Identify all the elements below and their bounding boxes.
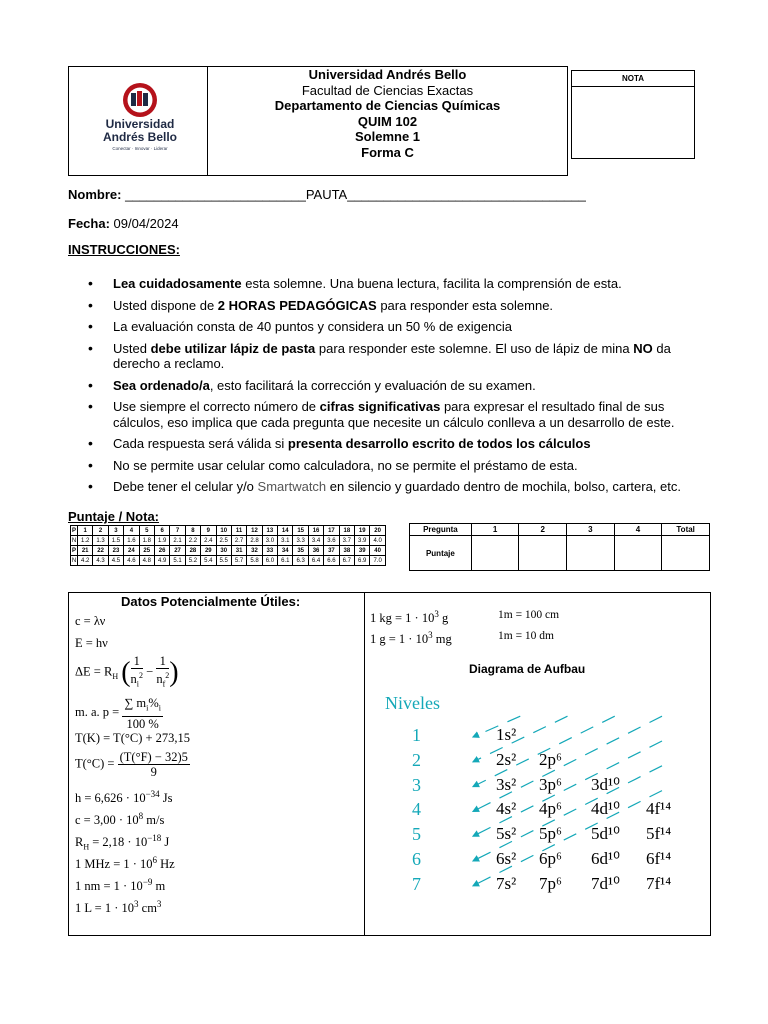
grade-cell: P [71, 527, 76, 534]
orbital-label: 5s² [496, 824, 517, 844]
orbital-label: 3s² [496, 774, 517, 794]
grade-cell: 2.1 [170, 536, 185, 546]
aufbau-arrow [473, 716, 568, 762]
grade-cell: 6.4 [308, 556, 323, 566]
orbital-label: 3d¹⁰ [591, 774, 620, 794]
formula-rydberg: $\Delta E = R_H$ ( $\frac{1}{n_i^2}$ − $\frac{1}{n_f^2}$ ) [75, 654, 179, 689]
grade-cell: 32 [247, 546, 262, 556]
grade-cell: 4.5 [108, 556, 123, 566]
grade-cell: 27 [170, 546, 185, 556]
grade-cell: 3.7 [339, 536, 354, 546]
aufbau-arrow [473, 791, 662, 886]
grade-cell: 4 [124, 526, 139, 536]
grade-cell: 5.8 [247, 556, 262, 566]
constant-h: $h = 6,626 \cdot 10^{-34}$ Js [75, 789, 173, 806]
grade-cell: 2.7 [231, 536, 246, 546]
orbital-label: 7f¹⁴ [646, 873, 672, 893]
grade-cell: 12 [247, 526, 262, 536]
grade-cell: 4.3 [93, 556, 108, 566]
instructions-title: INSTRUCCIONES: [68, 242, 180, 257]
orbital-label: 6f¹⁴ [646, 849, 672, 868]
orbital-label: 7d¹⁰ [591, 873, 620, 893]
exam-name: Solemne 1 [354, 129, 421, 144]
grade-cell: 4.2 [78, 556, 93, 566]
score-input-cell[interactable] [614, 536, 662, 571]
orbital-label: 4d¹⁰ [591, 799, 620, 819]
university-name: Universidad Andrés Bello [308, 67, 467, 82]
grade-cell: 3.6 [324, 536, 339, 546]
fecha-line [68, 216, 179, 231]
grade-cell: 8 [185, 526, 200, 536]
grade-cell: 2 [93, 526, 108, 536]
orbital-label: 4s² [496, 799, 517, 819]
aufbau-title: Diagrama de Aufbau [469, 662, 586, 676]
logo-line2: Andrés Bello [102, 130, 178, 144]
grade-cell: 5.5 [216, 556, 231, 566]
grade-cell: 3.9 [355, 536, 370, 546]
grade-cell: N [71, 537, 77, 544]
aufbau-arrow [473, 741, 662, 836]
score-input-cell[interactable] [662, 536, 710, 571]
grade-cell: 35 [293, 546, 308, 556]
grade-cell: 5.2 [185, 556, 200, 566]
score-header-cell: 4 [614, 524, 662, 536]
grade-cell: 6.0 [262, 556, 277, 566]
logo-tagline: Conectar · Innovar · Liderar [112, 146, 168, 151]
grade-cell: 31 [231, 546, 246, 556]
orbital-label: 2p⁶ [539, 749, 562, 769]
grade-cell: 2.8 [247, 536, 262, 546]
conversion-mhz: 1 MHz = $1 \cdot 10^6$ Hz [75, 855, 175, 872]
grade-cell: 6 [154, 526, 169, 536]
formula-kelvin: T(K) = T(°C) + 273,15 [75, 731, 191, 745]
score-header-cell: 3 [567, 524, 615, 536]
grade-cell: 4.0 [370, 536, 385, 546]
grade-cell: 19 [355, 526, 370, 536]
score-header-cell: 1 [471, 524, 519, 536]
formula-c: c = λν [75, 614, 106, 628]
grade-cell: 34 [278, 546, 293, 556]
grade-cell: 16 [308, 526, 323, 536]
grade-cell: 26 [154, 546, 169, 556]
nota-box[interactable] [571, 70, 695, 159]
grade-cell: 25 [139, 546, 154, 556]
grade-cell: 30 [216, 546, 231, 556]
score-row-label: Puntaje [410, 536, 472, 571]
aufbau-arrow [473, 766, 662, 861]
conversion-l: 1 $L = 1 \cdot 10^3$ $cm^3$ [75, 899, 162, 916]
formula-celsius: T(°C) = $\frac{(T(^\circ F) - 32)5}{9}$ [75, 750, 188, 779]
university-logo [69, 67, 207, 175]
grade-cell: 28 [185, 546, 200, 556]
exam-form: Forma C [361, 144, 414, 160]
score-table [409, 523, 710, 571]
grade-cell: 14 [278, 526, 293, 536]
level-number: 6 [412, 849, 421, 869]
orbital-label: 3p⁶ [539, 774, 562, 794]
instruction-item: • Lea cuidadosamente esta solemne. Una buena lectura, facilita la comprensión de esta. [88, 276, 713, 292]
grade-cell: 2.2 [185, 536, 200, 546]
grade-cell: 3.0 [262, 536, 277, 546]
orbital-label: 5f¹⁴ [646, 824, 672, 844]
score-input-cell[interactable] [519, 536, 567, 571]
orbital-label: 7s² [496, 873, 517, 893]
fecha-value: 09/04/2024 [109, 216, 179, 231]
grade-cell: 20 [370, 526, 385, 536]
aufbau-arrow [473, 716, 520, 737]
orbital-label: 5p⁶ [539, 824, 562, 844]
instruction-item: • Cada respuesta será válida si presenta desarrollo escrito de todos los cálculos [88, 436, 713, 452]
grade-cell: 17 [324, 526, 339, 536]
faculty-name: Facultad de Ciencias Exactas [301, 82, 474, 98]
grade-cell: 4.8 [139, 556, 154, 566]
grade-cell: 40 [370, 546, 385, 556]
grade-cell: 18 [339, 526, 354, 536]
orbital-label: 1s² [496, 725, 517, 744]
grade-cell: 5.1 [170, 556, 185, 566]
grade-cell: 1.5 [108, 536, 123, 546]
score-header-cell: 2 [519, 524, 567, 536]
grade-cell: 1.2 [78, 536, 93, 546]
grade-cell: 2.4 [201, 536, 216, 546]
grade-cell: 22 [93, 546, 108, 556]
nombre-value: _________________________PAUTA_________________________________ [121, 187, 586, 202]
grade-cell: 23 [108, 546, 123, 556]
constant-rh: $R_H = 2,18 \cdot 10^{-18}$ J [75, 833, 170, 852]
orbital-label: 4p⁶ [539, 799, 562, 819]
grade-cell: 2.5 [216, 536, 231, 546]
instruction-item: • Debe tener el celular y/o Smartwatch en silencio y guardado dentro de mochila, bolso, cartera, etc. [88, 479, 713, 495]
grade-cell: 4.6 [124, 556, 139, 566]
instruction-item: • Usted debe utilizar lápiz de pasta para responder este solemne. El uso de lápiz de mina NO da derecho a reclamo. [88, 341, 713, 372]
grade-cell: 6.9 [355, 556, 370, 566]
grade-cell: 10 [216, 526, 231, 536]
level-number: 3 [412, 774, 421, 795]
grade-conversion-table [70, 525, 386, 566]
fecha-label: Fecha: [68, 216, 110, 231]
conversion-kg: 1 kg = $1 \cdot 10^3$ g [370, 609, 449, 626]
instructions-list [88, 276, 713, 495]
grade-cell: 7 [170, 526, 185, 536]
grade-cell: 29 [201, 546, 216, 556]
department-name: Departamento de Ciencias Químicas [274, 98, 501, 113]
grade-cell: 33 [262, 546, 277, 556]
grade-cell: 3 [108, 526, 123, 536]
conversion-g: 1 $g = 1 \cdot 10^3$ mg [370, 630, 452, 647]
data-divider [364, 593, 365, 935]
formula-e: E = hν [75, 636, 108, 650]
grade-cell: 4.9 [154, 556, 169, 566]
grade-cell: 9 [201, 526, 216, 536]
instruction-item: • Usted dispone de 2 HORAS PEDAGÓGICAS para responder esta solemne. [88, 298, 713, 314]
grade-cell: P [71, 547, 76, 554]
logo-line1: Universidad [105, 117, 175, 131]
grade-cell: 5.4 [201, 556, 216, 566]
grade-cell: 6.3 [293, 556, 308, 566]
grade-cell: 3.4 [308, 536, 323, 546]
grade-cell: 11 [231, 526, 246, 536]
data-box [68, 592, 711, 936]
level-number: 5 [412, 824, 421, 845]
grade-cell: 6.1 [278, 556, 293, 566]
logo-cell [69, 67, 208, 175]
level-number: 1 [412, 725, 421, 745]
grade-cell: 5 [139, 526, 154, 536]
grade-cell: 1.3 [93, 536, 108, 546]
grade-cell: 13 [262, 526, 277, 536]
header-text [208, 67, 567, 160]
header-box [68, 66, 568, 176]
orbital-label: 4f¹⁴ [646, 799, 672, 819]
course-code: QUIM 102 [357, 113, 418, 129]
orbital-label: 6p⁶ [539, 849, 562, 868]
instruction-item: • No se permite usar celular como calculadora, no se permite el préstamo de esta. [88, 458, 713, 474]
grade-cell: N [71, 557, 77, 564]
conversion-m-dm: 1m = 10 dm [498, 630, 555, 642]
level-number: 4 [412, 799, 421, 820]
grade-cell: 21 [78, 546, 93, 556]
grade-cell: 6.6 [324, 556, 339, 566]
aufbau-arrow [473, 716, 662, 811]
orbital-label: 6d¹⁰ [591, 849, 620, 868]
grade-cell: 1.9 [154, 536, 169, 546]
score-header-cell: Pregunta [410, 524, 472, 536]
grade-cell: 6.7 [339, 556, 354, 566]
orbital-label: 5d¹⁰ [591, 824, 620, 844]
grade-cell: 38 [339, 546, 354, 556]
grade-cell: 3.1 [278, 536, 293, 546]
orbital-label: 7p⁶ [539, 873, 562, 893]
conversion-m-cm: 1m = 100 cm [498, 609, 560, 621]
nota-label: NOTA [572, 71, 694, 87]
instruction-item: • Use siempre el correcto número de cifras significativas para expresar el resultado final de sus cálculos, eso implica que cada pregunta que necesite un cálculo conlleva a un desarrollo de este. [88, 399, 713, 430]
grade-cell: 39 [355, 546, 370, 556]
nombre-line[interactable] [68, 187, 586, 202]
formula-atomic-mass: m. a. p = $\frac{\sum m_i\%_i}{100 \%}$ [75, 696, 161, 731]
orbital-label: 2s² [496, 749, 517, 769]
orbital-label: 6s² [496, 849, 517, 868]
grade-cell: 1.6 [124, 536, 139, 546]
instruction-item: • Sea ordenado/a, esto facilitará la corrección y evaluación de su examen. [88, 378, 713, 394]
grade-cell: 15 [293, 526, 308, 536]
level-number: 2 [412, 749, 421, 770]
conversion-nm: 1 nm = $1 \cdot 10^{-9}$ m [75, 877, 166, 894]
grade-cell: 7.0 [370, 556, 385, 566]
score-input-cell[interactable] [471, 536, 519, 571]
grade-cell: 24 [124, 546, 139, 556]
score-header-cell: Total [662, 524, 710, 536]
grade-cell: 37 [324, 546, 339, 556]
grade-cell: 1 [78, 526, 93, 536]
constant-c: $c = 3,00 \cdot 10^8$ m/s [75, 811, 165, 828]
grade-cell: 5.7 [231, 556, 246, 566]
data-title: Datos Potencialmente Útiles: [121, 594, 301, 609]
nombre-label: Nombre: [68, 187, 122, 202]
score-input-cell[interactable] [567, 536, 615, 571]
grade-cell: 1.8 [139, 536, 154, 546]
grade-cell: 36 [308, 546, 323, 556]
scores-title: Puntaje / Nota: [68, 509, 160, 524]
instruction-item: • La evaluación consta de 40 puntos y considera un 50 % de exigencia [88, 319, 713, 335]
level-number: 7 [412, 873, 421, 894]
niveles-label: Niveles [385, 693, 440, 713]
grade-cell: 3.3 [293, 536, 308, 546]
aufbau-arrows [449, 713, 699, 913]
